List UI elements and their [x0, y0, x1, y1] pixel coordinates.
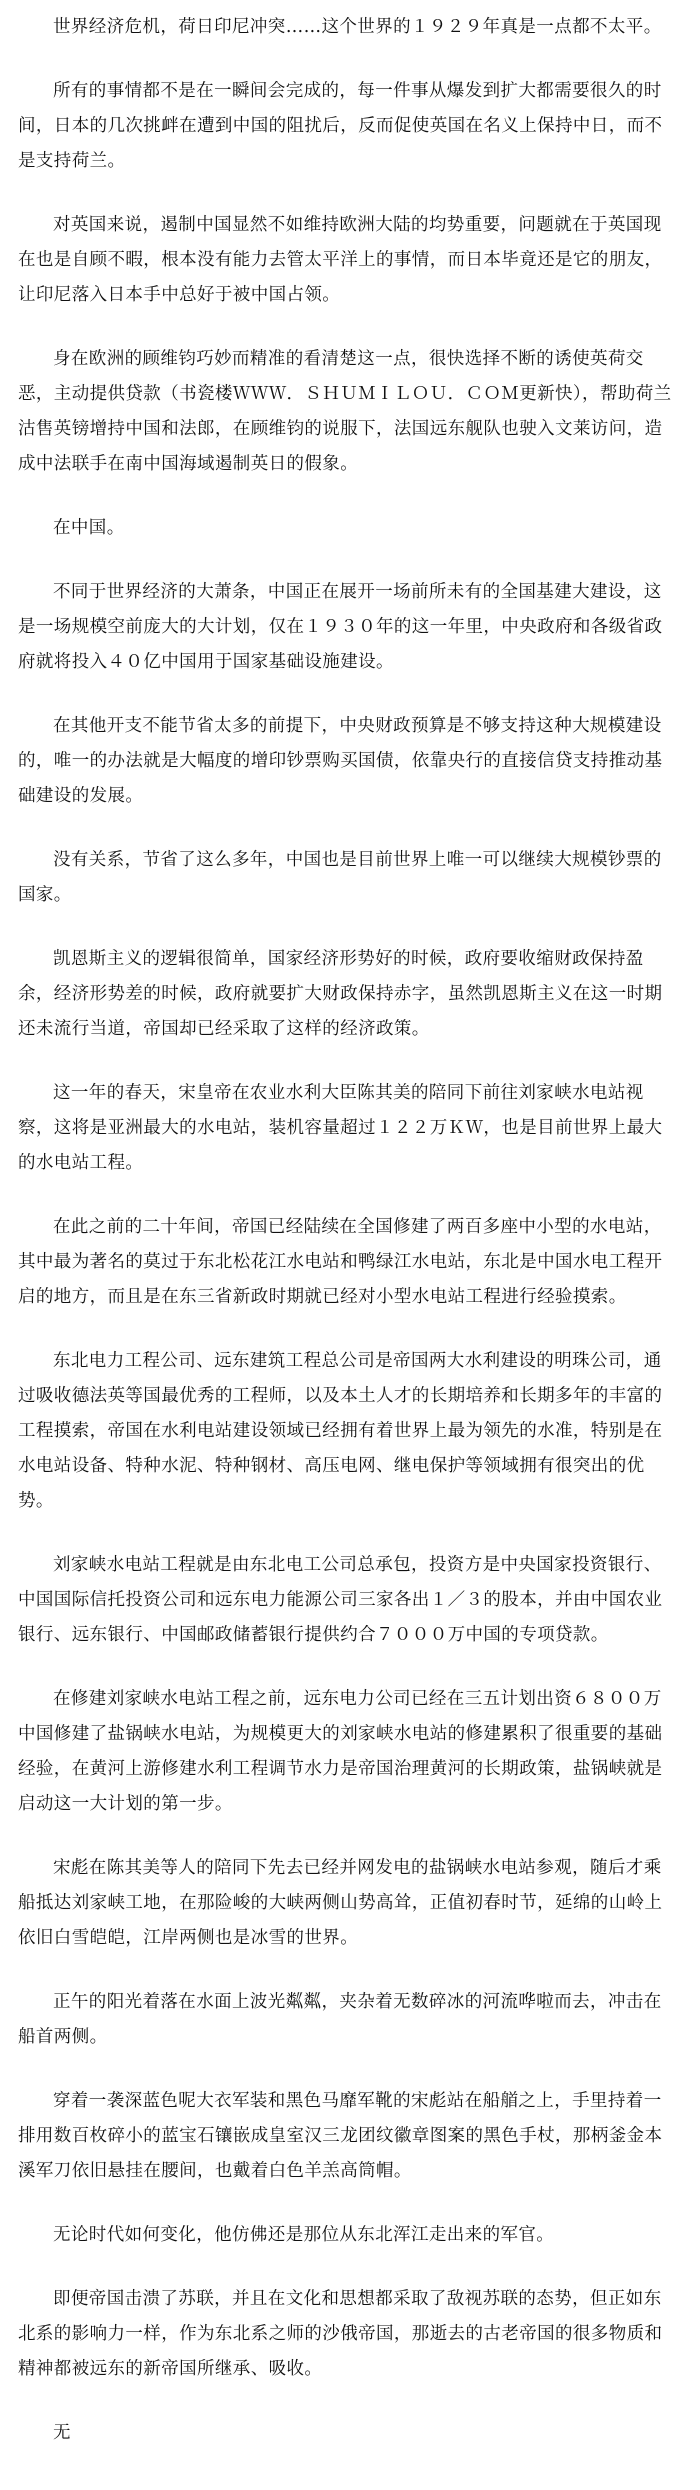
- paragraph-14: 在修建刘家峡水电站工程之前，远东电力公司已经在三五计划出资６８００万中国修建了盐锅峡水电站，为规模更大的刘家峡水电站的修建累积了很重要的基础经验，在黄河上游修建水利工程调节水力是帝国治理黄河的长期政策，盐锅峡就是启动这一大计划的第一步。: [18, 1689, 663, 1814]
- paragraph-15: 宋彪在陈其美等人的陪同下先去已经并网发电的盐锅峡水电站参观，随后才乘船抵达刘家峡工地，在那险峻的大峡两侧山势高耸，正值初春时节，延绵的山岭上依旧白雪皑皑，江岸两侧也是冰雪的世界。: [18, 1858, 663, 1948]
- paragraph-5: 在中国。: [53, 518, 125, 538]
- paragraph-18: 无论时代如何变化，他仿佛还是那位从东北浑江走出来的军官。: [53, 2225, 555, 2245]
- paragraph-3: 对英国来说，遏制中国显然不如维持欧洲大陆的均势重要，问题就在于英国现在也是自顾不暇，根本没有能力去管太平洋上的事情，而日本毕竟还是它的朋友，让印尼落入日本手中总好于被中国占领。: [18, 215, 663, 305]
- paragraph-12: 东北电力工程公司、远东建筑工程总公司是帝国两大水利建设的明珠公司，通过吸收德法英等国最优秀的工程师，以及本土人才的长期培养和长期多年的丰富的工程摸索，帝国在水利电站建设领域已经拥有着世界上最为领先的水准，特别是在水电站设备、特种水泥、特种钢材、高压电网、继电保护等领域拥有很突出的优势。: [18, 1351, 663, 1511]
- paragraph-11: 在此之前的二十年间，帝国已经陆续在全国修建了两百多座中小型的水电站，其中最为著名的莫过于东北松花江水电站和鸭绿江水电站，东北是中国水电工程开启的地方，而且是在东三省新政时期就已经对小型水电站工程进行经验摸索。: [18, 1217, 663, 1307]
- paragraph-8: 没有关系，节省了这么多年，中国也是目前世界上唯一可以继续大规模钞票的国家。: [18, 850, 662, 905]
- paragraph-16: 正午的阳光着落在水面上波光粼粼，夹杂着无数碎冰的河流哗啦而去，冲击在船首两侧。: [18, 1992, 662, 2047]
- paragraph-2: 所有的事情都不是在一瞬间会完成的，每一件事从爆发到扩大都需要很久的时间，日本的几次挑衅在遭到中国的阻扰后，反而促使英国在名义上保持中日，而不是支持荷兰。: [18, 81, 663, 171]
- paragraph-4: 身在欧洲的顾维钧巧妙而精准的看清楚这一点，很快选择不断的诱使英荷交恶，主动提供贷款（书瓷楼ＷＷＷ．ＳＨＵＭＩＬＯＵ．ＣＯＭ更新快），帮助荷兰沽售英镑增持中国和法郎，在顾维钧的说服下，法国远东舰队也驶入文莱访问，造成中法联手在南中国海域遏制英日的假象。: [18, 349, 672, 474]
- paragraph-7: 在其他开支不能节省太多的前提下，中央财政预算是不够支持这种大规模建设的，唯一的办法就是大幅度的增印钞票购买国债，依靠央行的直接信贷支持推动基础建设的发展。: [18, 716, 663, 806]
- paragraph-19: 即便帝国击溃了苏联，并且在文化和思想都采取了敌视苏联的态势，但正如东北系的影响力一样，作为东北系之师的沙俄帝国，那逝去的古老帝国的很多物质和精神都被远东的新帝国所继承、吸收。: [18, 2289, 663, 2379]
- paragraph-6: 不同于世界经济的大萧条，中国正在展开一场前所未有的全国基建大建设，这是一场规模空前庞大的大计划，仅在１９３０年的这一年里，中央政府和各级省政府就将投入４０亿中国用于国家基础设施建设。: [18, 582, 663, 672]
- paragraph-10: 这一年的春天，宋皇帝在农业水利大臣陈其美的陪同下前往刘家峡水电站视察，这将是亚洲最大的水电站，装机容量超过１２２万ＫＷ，也是目前世界上最大的水电站工程。: [18, 1083, 663, 1173]
- paragraph-20: 无: [53, 2423, 71, 2443]
- paragraph-1: 世界经济危机，荷日印尼冲突……这个世界的１９２９年真是一点都不太平。: [53, 17, 662, 37]
- paragraph-9: 凯恩斯主义的逻辑很简单，国家经济形势好的时候，政府要收缩财政保持盈余，经济形势差的时候，政府就要扩大财政保持赤字，虽然凯恩斯主义在这一时期还未流行当道，帝国却已经采取了这样的经济政策。: [18, 949, 663, 1039]
- paragraph-13: 刘家峡水电站工程就是由东北电工公司总承包，投资方是中央国家投资银行、中国国际信托投资公司和远东电力能源公司三家各出１／３的股本，并由中国农业银行、远东银行、中国邮政储蓄银行提供约合７０００万中国的专项贷款。: [18, 1555, 663, 1645]
- paragraph-17: 穿着一袭深蓝色呢大衣军装和黑色马靡军靴的宋彪站在船艏之上，手里持着一排用数百枚碎小的蓝宝石镶嵌成皇室汉三龙团纹徽章图案的黑色手杖，那柄釜金本溪军刀依旧悬挂在腰间，也戴着白色羊羔高筒帽。: [18, 2091, 663, 2181]
